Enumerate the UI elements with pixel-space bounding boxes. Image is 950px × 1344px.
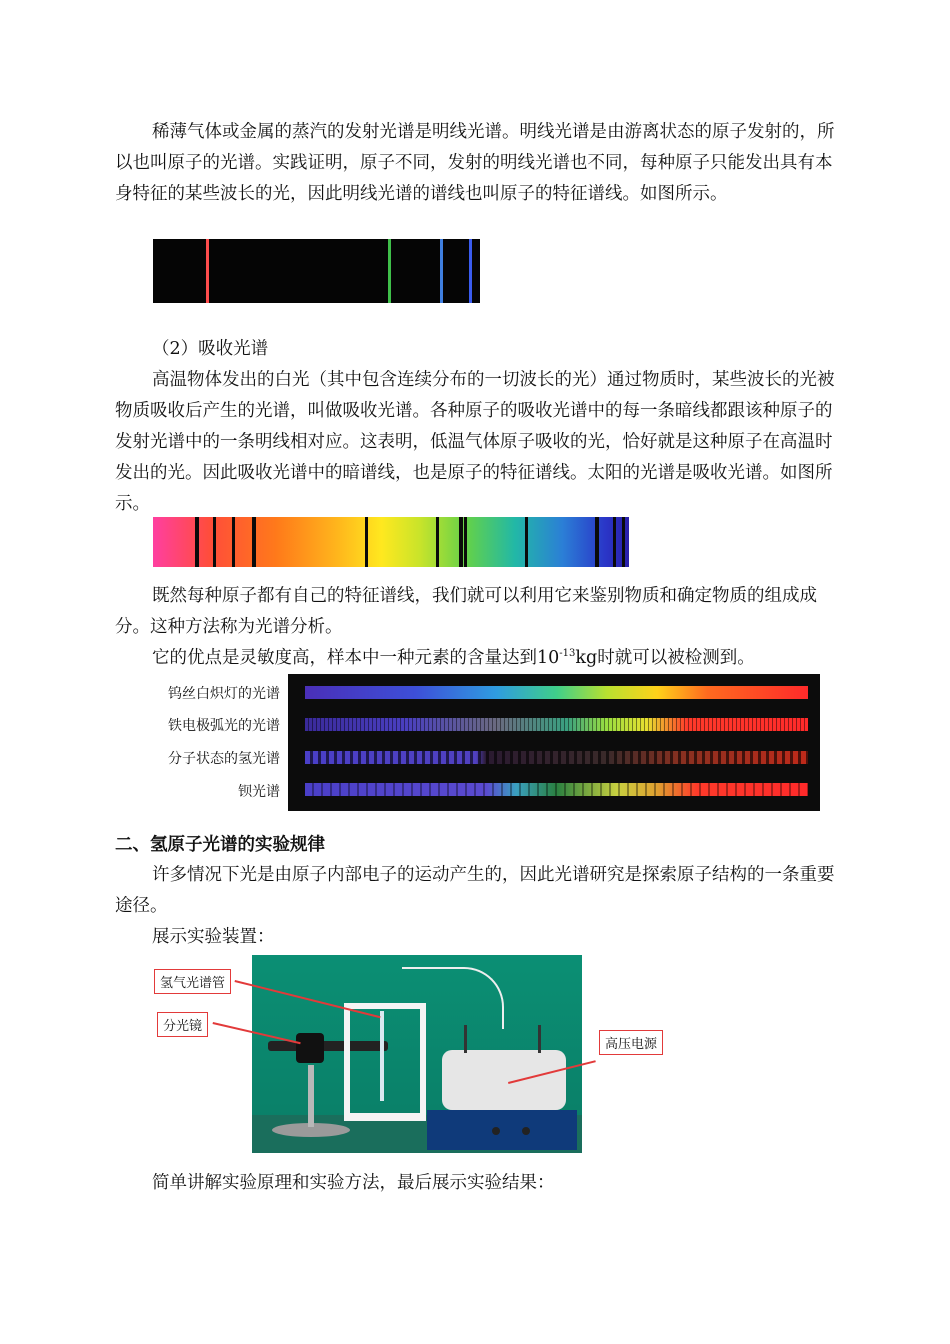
absorption-line-11	[613, 517, 616, 567]
absorption-line-9	[525, 517, 528, 567]
emission-paragraph: 稀薄气体或金属的蒸汽的发射光谱是明线光谱。明线光谱是由游离状态的原子发射的，所以也叫原子的光谱。实践证明，原子不同，发射的明线光谱也不同，每种原子只能发出具有本身特征的某些波长的光，因此明线光谱的谱线也叫原子的特征谱线。如图所示。	[115, 122, 835, 204]
absorption-line-7	[459, 517, 463, 567]
sensitivity-paragraph	[115, 643, 840, 674]
absorption-line-10	[595, 517, 599, 567]
emission-line-4	[469, 239, 472, 303]
absorption-spectrum	[153, 517, 629, 567]
absorption-subheading: （2）吸收光谱	[152, 339, 269, 359]
iron-arc-spectrum-label: 铁电极弧光的光谱	[168, 718, 280, 734]
absorption-line-1	[195, 517, 199, 567]
absorption-paragraph: 高温物体发出的白光（其中包含连续分布的一切波长的光）通过物质时，某些波长的光被物质吸收后产生的光谱，叫做吸收光谱。各种原子的吸收光谱中的每一条暗线都跟该种原子的发射光谱中的一条明线相对应。这表明，低温气体原子吸收的光，恰好就是这种原子在高温时发出的光。因此吸收光谱中的暗谱线，也是原子的特征谱线。太阳的光谱是吸收光谱。如图所示。	[115, 370, 835, 514]
sensitivity-exponent: -13	[559, 648, 576, 660]
apparatus-photo	[252, 955, 582, 1153]
section-heading: 二、氢原子光谱的实验规律	[115, 835, 325, 855]
sensitivity-text-before: 它的优点是灵敏度高，样本中一种元素的含量达到10	[152, 648, 560, 668]
emission-line-spectrum	[153, 239, 480, 303]
sensitivity-text-after: kg时就可以被检测到。	[575, 648, 755, 668]
iron-arc-spectrum-bar	[305, 718, 808, 731]
barium-spectrum-label: 钡光谱	[238, 784, 280, 800]
experiment-apparatus-figure	[153, 950, 669, 1153]
spectra-comparison-figure	[153, 674, 820, 811]
molecular-hydrogen-spectrum-label: 分子状态的氢光谱	[168, 751, 280, 767]
absorption-line-8	[464, 517, 467, 567]
absorption-line-2	[213, 517, 216, 567]
tungsten-spectrum-label: 钨丝白炽灯的光谱	[168, 686, 280, 702]
molecular-hydrogen-spectrum-bar	[305, 751, 808, 764]
absorption-line-3	[232, 517, 235, 567]
hydrogen-tube-label: 氢气光谱管	[154, 969, 231, 994]
show-apparatus-paragraph: 展示实验装置：	[152, 927, 275, 947]
spectrum-research-paragraph: 许多情况下光是由原子内部电子的运动产生的，因此光谱研究是探索原子结构的一条重要途径。	[115, 865, 835, 916]
absorption-line-4	[252, 517, 256, 567]
spectra-panel	[288, 674, 820, 811]
spectroscope-label: 分光镜	[157, 1012, 208, 1037]
emission-line-3	[440, 239, 443, 303]
absorption-line-6	[436, 517, 439, 567]
absorption-line-12	[622, 517, 625, 567]
tungsten-spectrum-bar	[305, 686, 808, 699]
experiment-result-paragraph: 简单讲解实验原理和实验方法，最后展示实验结果：	[152, 1173, 555, 1193]
barium-spectrum-bar	[305, 783, 808, 796]
absorption-line-5	[365, 517, 368, 567]
high-voltage-power-label: 高压电源	[599, 1030, 663, 1055]
emission-line-2	[388, 239, 391, 303]
spectral-analysis-paragraph: 既然每种原子都有自己的特征谱线，我们就可以利用它来鉴别物质和确定物质的组成成分。这种方法称为光谱分析。	[115, 586, 817, 637]
emission-line-1	[206, 239, 209, 303]
